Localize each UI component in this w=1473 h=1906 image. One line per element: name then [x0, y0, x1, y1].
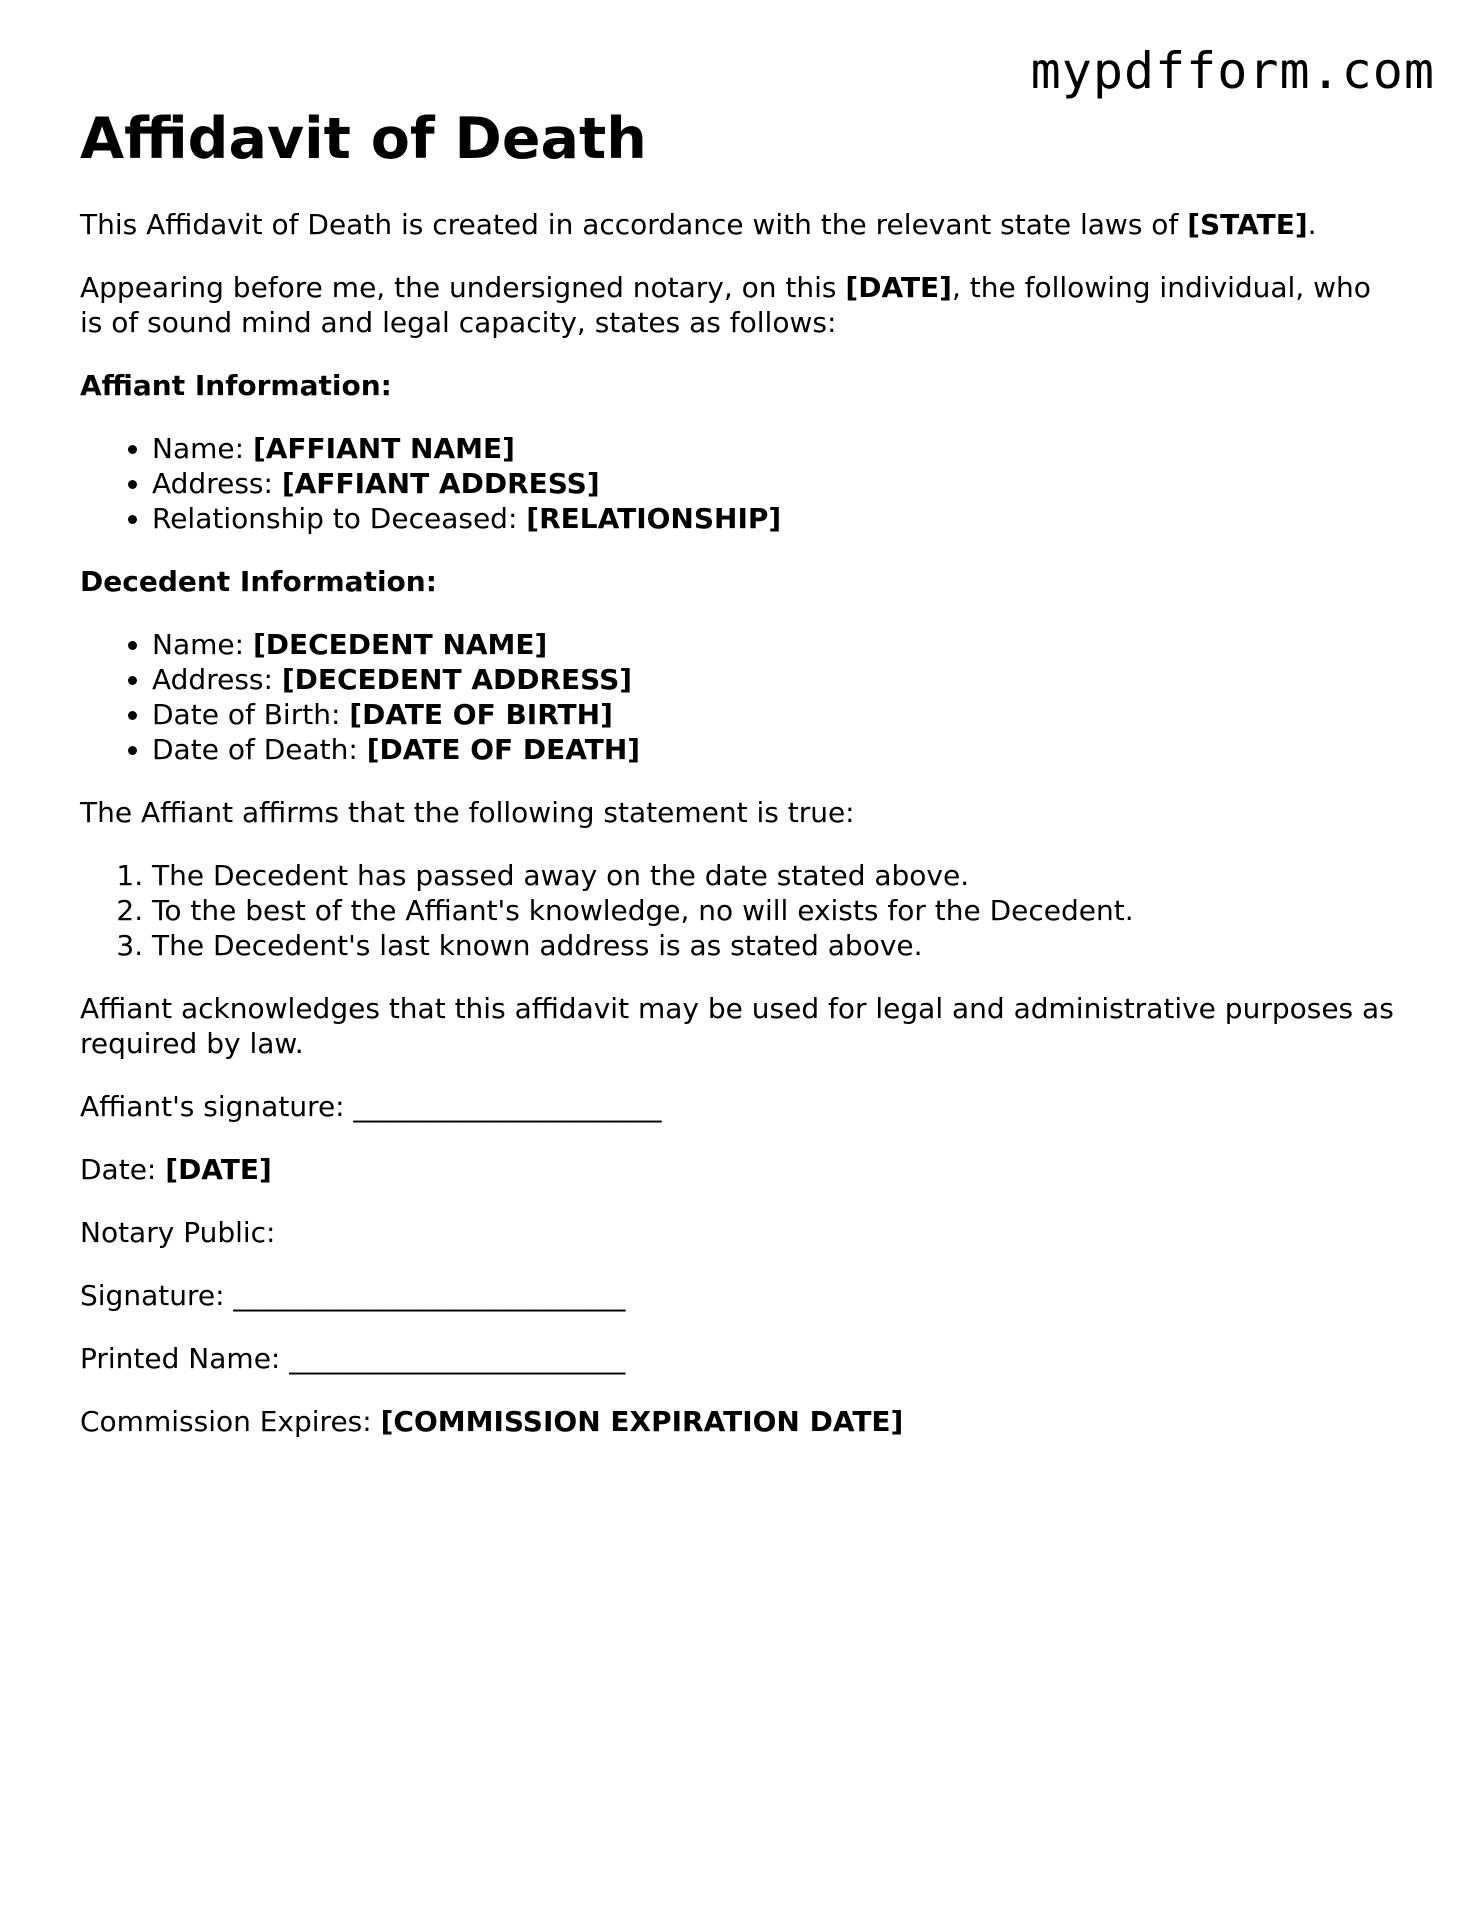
affiant-address-placeholder: [AFFIANT ADDRESS]: [281, 467, 600, 500]
commission-label: Commission Expires:: [80, 1405, 381, 1438]
statement-item: 3. The Decedent's last known address is as stated above.: [152, 928, 1400, 963]
date-placeholder: [DATE]: [165, 1153, 272, 1186]
date-of-birth-label: Date of Birth:: [152, 698, 350, 731]
date-label: Date:: [80, 1153, 166, 1186]
list-item: [152, 732, 1400, 767]
date-line: [80, 1152, 1400, 1187]
decedent-address-placeholder: [DECEDENT ADDRESS]: [281, 663, 633, 696]
intro-suffix: .: [1307, 208, 1317, 241]
watermark-logo: mypdfform.com: [1030, 42, 1435, 100]
notary-signature-line: [80, 1278, 1400, 1313]
intro-paragraph: [80, 207, 1400, 242]
affiant-name-placeholder: [AFFIANT NAME]: [252, 432, 515, 465]
commission-placeholder: [COMMISSION EXPIRATION DATE]: [380, 1405, 904, 1438]
acknowledgement-paragraph: Affiant acknowledges that this affidavit may be used for legal and administrative purposes as required by law.: [80, 992, 1394, 1060]
affiant-signature-blank: ______________________: [353, 1090, 662, 1123]
affiant-signature-line: [80, 1089, 1400, 1124]
printed-name-label: Printed Name:: [80, 1342, 290, 1375]
statement-item: 2. To the best of the Affiant's knowledge, no will exists for the Decedent.: [152, 893, 1400, 928]
list-item: [152, 501, 1400, 536]
appearing-suffix: , the following individual, who is of sound mind and legal capacity, states as follows:: [80, 271, 1371, 339]
list-item: [152, 466, 1400, 501]
affiant-address-label: Address:: [152, 467, 282, 500]
intro-text: This Affidavit of Death is created in accordance with the relevant state laws of: [80, 208, 1188, 241]
decedent-name-label: Name:: [152, 628, 253, 661]
document-body: [80, 100, 1400, 1467]
notary-public-label: Notary Public:: [80, 1216, 276, 1249]
decedent-address-label: Address:: [152, 663, 282, 696]
notary-signature-label: Signature:: [80, 1279, 234, 1312]
date-of-death-placeholder: [DATE OF DEATH]: [366, 733, 641, 766]
list-item: [152, 662, 1400, 697]
affiant-name-label: Name:: [152, 432, 253, 465]
appearing-text: Appearing before me, the undersigned notary, on this: [80, 271, 846, 304]
decedent-info-list: [80, 627, 1400, 767]
list-item: [152, 697, 1400, 732]
affiant-info-list: [80, 431, 1400, 536]
statements-list: [80, 858, 1400, 963]
appearing-date-placeholder: [DATE]: [845, 271, 952, 304]
state-placeholder: [STATE]: [1187, 208, 1308, 241]
list-item: [152, 627, 1400, 662]
decedent-name-placeholder: [DECEDENT NAME]: [252, 628, 548, 661]
printed-name-blank: ________________________: [289, 1342, 626, 1375]
list-item: [152, 431, 1400, 466]
document-title: Affidavit of Death: [80, 106, 647, 172]
relationship-placeholder: [RELATIONSHIP]: [526, 502, 782, 535]
relationship-label: Relationship to Deceased:: [152, 502, 527, 535]
printed-name-line: [80, 1341, 1400, 1376]
affirms-intro: The Affiant affirms that the following statement is true:: [80, 796, 855, 829]
affiant-info-heading: Affiant Information:: [80, 369, 392, 402]
decedent-info-heading: Decedent Information:: [80, 565, 437, 598]
statement-item: 1. The Decedent has passed away on the date stated above.: [152, 858, 1400, 893]
commission-line: [80, 1404, 1400, 1439]
date-of-death-label: Date of Death:: [152, 733, 367, 766]
date-of-birth-placeholder: [DATE OF BIRTH]: [349, 698, 613, 731]
notary-signature-blank: ____________________________: [233, 1279, 626, 1312]
affiant-signature-label: Affiant's signature:: [80, 1090, 354, 1123]
appearing-paragraph: [80, 270, 1400, 340]
